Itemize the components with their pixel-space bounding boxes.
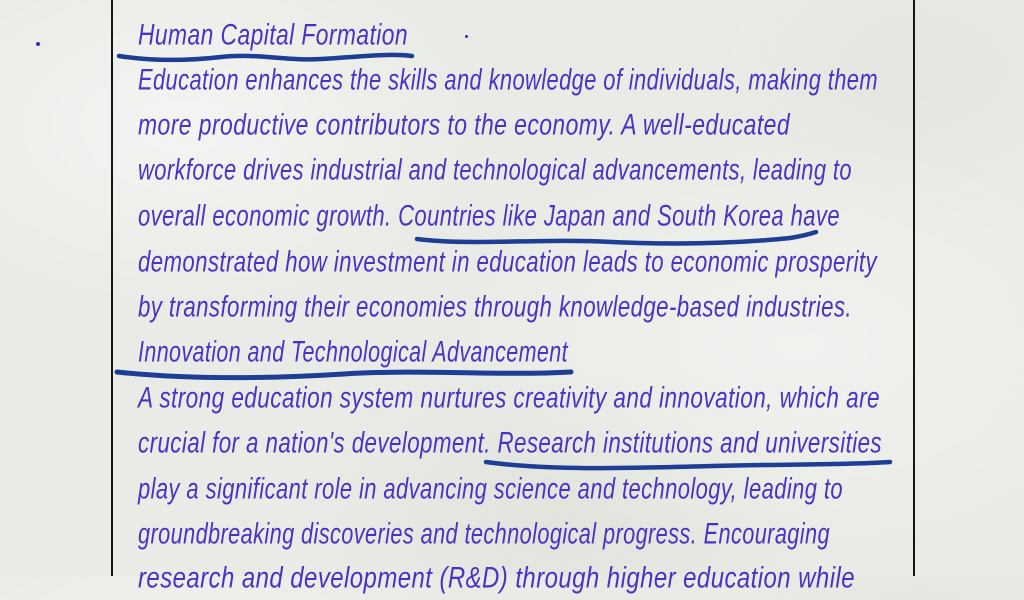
text-line: more productive contributors to the economy. A well-educated [138,108,790,142]
text-line: groundbreaking discoveries and technological progress. Encouraging [138,517,830,551]
text-line: by transforming their economies through knowledge-based industries. [138,290,852,324]
text-line: play a significant role in advancing science and technology, leading to [138,472,843,506]
stray-ink-dot [36,42,40,46]
text-line: crucial for a nation's development. Research institutions and universities [138,426,882,460]
section-heading-human-capital: Human Capital Formation [138,18,408,52]
text-line: Education enhances the skills and knowledge of individuals, making them [138,63,878,97]
text-line-clipped: research and development (R&D) through higher education while [138,561,855,595]
text-line: overall economic growth. Countries like Japan and South Korea have [138,199,840,233]
text-line: A strong education system nurtures creativity and innovation, which are [138,381,880,415]
text-line: workforce drives industrial and technological advancements, leading to [138,153,852,187]
margin-rule-left-line [111,0,113,576]
margin-rule-right-line [913,0,915,576]
text-line: demonstrated how investment in education leads to economic prosperity [138,245,877,279]
stray-ink-dot [465,35,468,38]
section-heading-innovation: Innovation and Technological Advancement [138,335,568,369]
